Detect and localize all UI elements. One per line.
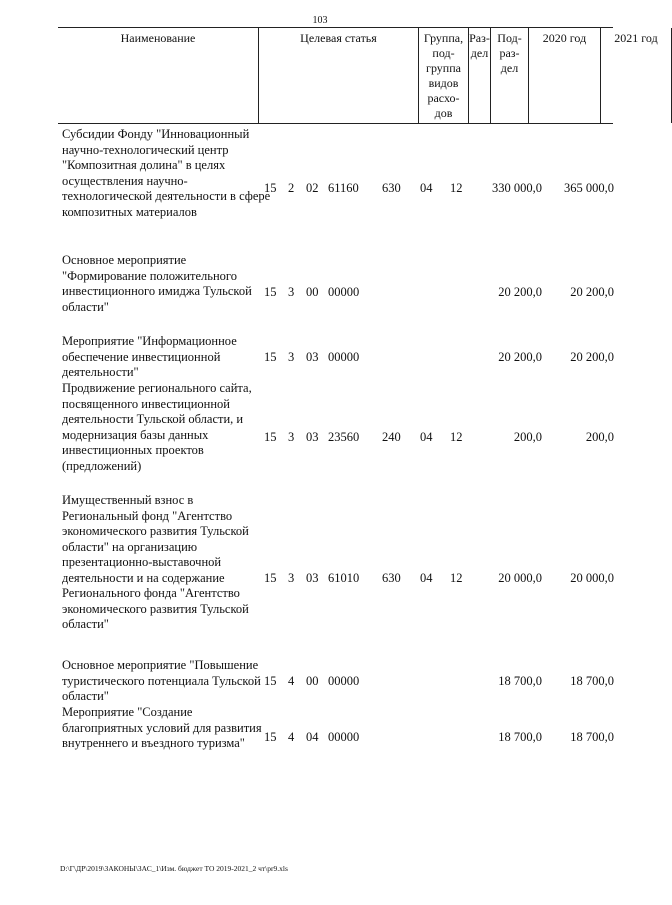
header-group: Группа, под- группа видов расхо- дов	[418, 28, 468, 123]
row-name: Мероприятие "Информационное обеспечение инвестиционной деятельности"	[62, 334, 237, 379]
table-header	[58, 27, 658, 124]
header-target: Целевая статья	[258, 28, 418, 123]
row-name: Продвижение регионального сайта, посвященного инвестиционной деятельности Тульской области, и модернизация базы данных инвестиционных проектов (предложений)	[62, 381, 252, 473]
header-2020: 2020 год	[528, 28, 600, 123]
page-number: 103	[312, 15, 328, 26]
row-name: Мероприятие "Создание благоприятных условий для развития внутреннего и въездного туризма"	[62, 705, 262, 750]
header-2021: 2021 год	[600, 28, 672, 123]
header-subsection: Под- раз- дел	[490, 28, 528, 123]
row-name: Основное мероприятие "Повышение туристического потенциала Тульской области"	[62, 658, 261, 703]
file-path-footer: D:\Г\ДР\2019\ЗАКОНЫ\ЗАС_1\Изм. бюджет ТО 2019-2021_2 чт\pr9.xls	[60, 864, 288, 873]
row-name: Имущественный взнос в Региональный фонд "Агентство экономического развития Тульской области" на организацию презентационно-выставочной деятельности и на содержание Регионального фонда "Агентство экономического развития Тульской области"	[62, 493, 249, 631]
header-name: Наименование	[120, 31, 196, 45]
row-name: Основное мероприятие "Формирование положительного инвестиционного имиджа Тульской области"	[62, 253, 252, 314]
header-section: Раз- дел	[468, 28, 490, 123]
row-name: Субсидии Фонду "Инновационный научно-технологический центр "Композитная долина" в целях осуществления научно-технологической деятельности в сфере композитных материалов	[62, 127, 271, 219]
